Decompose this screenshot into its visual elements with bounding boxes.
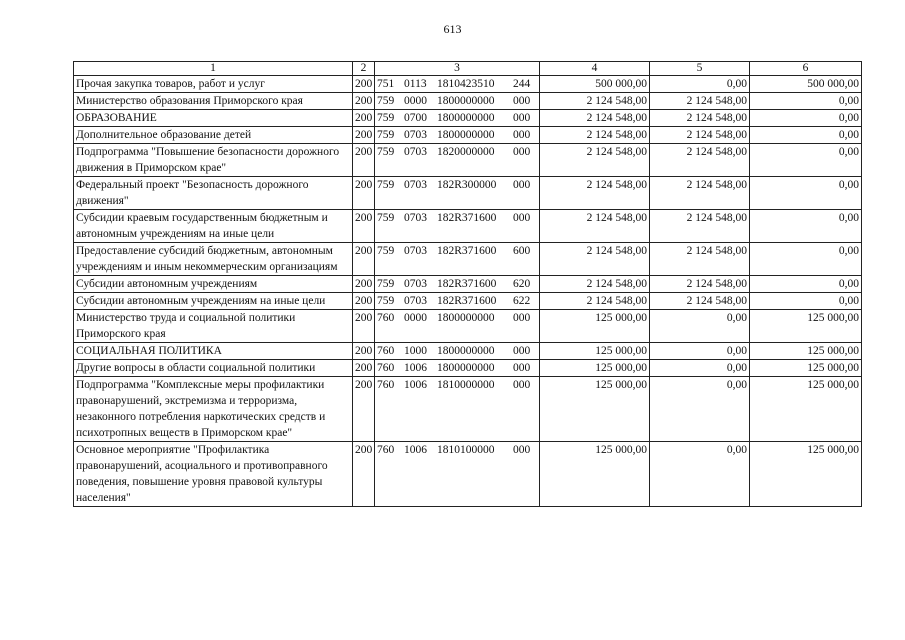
row-col-4: 125 000,00 [540, 310, 650, 343]
row-code [375, 93, 540, 110]
row-name: Подпрограмма "Комплексные меры профилактики правонарушений, экстремизма и терроризма, незаконного потребления наркотических средств и психотропных веществ в Приморском крае" [74, 377, 353, 442]
code-section: 0113 [404, 78, 427, 90]
row-col-2: 200 [353, 293, 375, 310]
row-col-2: 200 [353, 110, 375, 127]
row-col-2: 200 [353, 243, 375, 276]
row-col-4: 500 000,00 [540, 76, 650, 93]
code-target: 182R371600 [437, 212, 497, 224]
row-col-5: 2 124 548,00 [650, 177, 750, 210]
table-row [74, 93, 862, 110]
row-code [375, 377, 540, 442]
code-section: 1006 [404, 362, 427, 374]
row-col-4: 2 124 548,00 [540, 276, 650, 293]
row-col-2: 200 [353, 276, 375, 293]
code-section: 0703 [404, 212, 427, 224]
row-name: Субсидии автономным учреждениям [74, 276, 353, 293]
code-ved: 759 [377, 129, 395, 141]
header-col-5: 5 [650, 62, 750, 76]
row-col-5: 2 124 548,00 [650, 127, 750, 144]
row-col-2: 200 [353, 144, 375, 177]
row-name: Министерство образования Приморского края [74, 93, 353, 110]
code-ved: 751 [377, 78, 395, 90]
row-code [375, 177, 540, 210]
code-ved: 760 [377, 312, 395, 324]
code-type: 000 [513, 179, 531, 191]
table-row [74, 110, 862, 127]
code-target: 1810000000 [437, 379, 495, 391]
row-col-4: 2 124 548,00 [540, 210, 650, 243]
row-col-4: 2 124 548,00 [540, 144, 650, 177]
code-ved: 760 [377, 444, 395, 456]
row-col-2: 200 [353, 343, 375, 360]
code-ved: 759 [377, 95, 395, 107]
row-name: Дополнительное образование детей [74, 127, 353, 144]
row-code [375, 144, 540, 177]
row-col-5: 0,00 [650, 310, 750, 343]
table-row [74, 360, 862, 377]
code-target: 1800000000 [437, 112, 495, 124]
row-code [375, 210, 540, 243]
code-section: 0703 [404, 129, 427, 141]
row-name: Федеральный проект "Безопасность дорожного движения" [74, 177, 353, 210]
row-col-5: 0,00 [650, 377, 750, 442]
code-target: 182R371600 [437, 295, 497, 307]
header-col-3: 3 [375, 62, 540, 76]
table-row [74, 343, 862, 360]
row-col-5: 2 124 548,00 [650, 293, 750, 310]
row-col-6: 125 000,00 [750, 377, 862, 442]
code-section: 1000 [404, 345, 427, 357]
row-name: Подпрограмма "Повышение безопасности дорожного движения в Приморском крае" [74, 144, 353, 177]
row-col-5: 2 124 548,00 [650, 276, 750, 293]
code-section: 0000 [404, 95, 427, 107]
table-row [74, 76, 862, 93]
row-col-6: 500 000,00 [750, 76, 862, 93]
row-name: СОЦИАЛЬНАЯ ПОЛИТИКА [74, 343, 353, 360]
row-col-6: 0,00 [750, 144, 862, 177]
header-col-4: 4 [540, 62, 650, 76]
code-type: 000 [513, 444, 531, 456]
code-target: 1810100000 [437, 444, 495, 456]
code-section: 0703 [404, 295, 427, 307]
row-col-6: 0,00 [750, 127, 862, 144]
row-col-5: 2 124 548,00 [650, 110, 750, 127]
row-code [375, 360, 540, 377]
row-col-2: 200 [353, 360, 375, 377]
row-name: ОБРАЗОВАНИЕ [74, 110, 353, 127]
code-ved: 760 [377, 362, 395, 374]
code-ved: 759 [377, 212, 395, 224]
code-target: 1820000000 [437, 146, 495, 158]
code-ved: 760 [377, 345, 395, 357]
code-target: 1800000000 [437, 362, 495, 374]
row-name: Прочая закупка товаров, работ и услуг [74, 76, 353, 93]
row-col-2: 200 [353, 127, 375, 144]
code-type: 000 [513, 95, 531, 107]
budget-table [73, 61, 862, 507]
code-target: 182R300000 [437, 179, 497, 191]
row-col-6: 0,00 [750, 243, 862, 276]
code-ved: 759 [377, 146, 395, 158]
table-row [74, 310, 862, 343]
page-number: 613 [443, 22, 462, 36]
row-code [375, 127, 540, 144]
row-col-4: 2 124 548,00 [540, 127, 650, 144]
row-col-4: 125 000,00 [540, 377, 650, 442]
row-col-2: 200 [353, 76, 375, 93]
code-section: 0703 [404, 179, 427, 191]
table-row [74, 377, 862, 442]
code-type: 000 [513, 112, 531, 124]
row-code [375, 343, 540, 360]
code-type: 000 [513, 312, 531, 324]
row-col-2: 200 [353, 442, 375, 507]
code-target: 1800000000 [437, 345, 495, 357]
table-row [74, 210, 862, 243]
row-col-5: 2 124 548,00 [650, 210, 750, 243]
code-type: 000 [513, 379, 531, 391]
row-col-4: 2 124 548,00 [540, 110, 650, 127]
table-row [74, 276, 862, 293]
row-col-4: 125 000,00 [540, 343, 650, 360]
row-name: Основное мероприятие "Профилактика правонарушений, асоциального и противоправного поведения, повышение уровня правовой культуры населения" [74, 442, 353, 507]
row-col-6: 125 000,00 [750, 442, 862, 507]
row-col-2: 200 [353, 210, 375, 243]
code-target: 182R371600 [437, 245, 497, 257]
table-row [74, 177, 862, 210]
row-col-6: 125 000,00 [750, 310, 862, 343]
code-type: 622 [513, 295, 531, 307]
row-col-2: 200 [353, 377, 375, 442]
header-col-6: 6 [750, 62, 862, 76]
code-ved: 760 [377, 379, 395, 391]
row-col-6: 0,00 [750, 276, 862, 293]
code-target: 1800000000 [437, 129, 495, 141]
row-name: Субсидии автономным учреждениям на иные цели [74, 293, 353, 310]
code-target: 182R371600 [437, 278, 497, 290]
row-code [375, 442, 540, 507]
row-name: Предоставление субсидий бюджетным, автономным учреждениям и иным некоммерческим организациям [74, 243, 353, 276]
code-ved: 759 [377, 112, 395, 124]
code-ved: 759 [377, 179, 395, 191]
row-code [375, 110, 540, 127]
code-section: 0000 [404, 312, 427, 324]
table-row [74, 442, 862, 507]
code-target: 1800000000 [437, 95, 495, 107]
row-col-4: 2 124 548,00 [540, 293, 650, 310]
table-row [74, 144, 862, 177]
row-col-6: 0,00 [750, 177, 862, 210]
code-type: 000 [513, 362, 531, 374]
code-section: 1006 [404, 379, 427, 391]
row-col-6: 0,00 [750, 293, 862, 310]
header-col-2: 2 [353, 62, 375, 76]
code-type: 000 [513, 212, 531, 224]
code-section: 0703 [404, 245, 427, 257]
row-col-5: 2 124 548,00 [650, 93, 750, 110]
row-col-2: 200 [353, 177, 375, 210]
code-type: 244 [513, 78, 531, 90]
row-col-2: 200 [353, 310, 375, 343]
code-section: 0703 [404, 146, 427, 158]
row-col-6: 125 000,00 [750, 343, 862, 360]
row-col-5: 0,00 [650, 76, 750, 93]
row-code [375, 76, 540, 93]
row-name: Другие вопросы в области социальной политики [74, 360, 353, 377]
code-type: 620 [513, 278, 531, 290]
row-col-5: 2 124 548,00 [650, 144, 750, 177]
header-row [74, 62, 862, 76]
row-col-5: 0,00 [650, 343, 750, 360]
row-col-4: 125 000,00 [540, 442, 650, 507]
row-col-6: 125 000,00 [750, 360, 862, 377]
code-type: 600 [513, 245, 531, 257]
row-col-4: 2 124 548,00 [540, 177, 650, 210]
code-ved: 759 [377, 295, 395, 307]
row-code [375, 293, 540, 310]
row-col-6: 0,00 [750, 93, 862, 110]
row-col-6: 0,00 [750, 110, 862, 127]
row-col-5: 0,00 [650, 360, 750, 377]
row-col-4: 2 124 548,00 [540, 93, 650, 110]
table-row [74, 127, 862, 144]
code-type: 000 [513, 129, 531, 141]
table-row [74, 293, 862, 310]
code-ved: 759 [377, 278, 395, 290]
code-section: 0703 [404, 278, 427, 290]
code-section: 1006 [404, 444, 427, 456]
code-target: 1810423510 [437, 78, 495, 90]
code-section: 0700 [404, 112, 427, 124]
header-col-1: 1 [74, 62, 353, 76]
code-type: 000 [513, 146, 531, 158]
row-code [375, 276, 540, 293]
row-col-5: 0,00 [650, 442, 750, 507]
code-target: 1800000000 [437, 312, 495, 324]
row-col-5: 2 124 548,00 [650, 243, 750, 276]
code-ved: 759 [377, 245, 395, 257]
row-name: Министерство труда и социальной политики Приморского края [74, 310, 353, 343]
table-row [74, 243, 862, 276]
row-col-4: 2 124 548,00 [540, 243, 650, 276]
code-type: 000 [513, 345, 531, 357]
row-code [375, 243, 540, 276]
row-col-4: 125 000,00 [540, 360, 650, 377]
row-col-6: 0,00 [750, 210, 862, 243]
row-name: Субсидии краевым государственным бюджетным и автономным учреждениям на иные цели [74, 210, 353, 243]
row-code [375, 310, 540, 343]
row-col-2: 200 [353, 93, 375, 110]
